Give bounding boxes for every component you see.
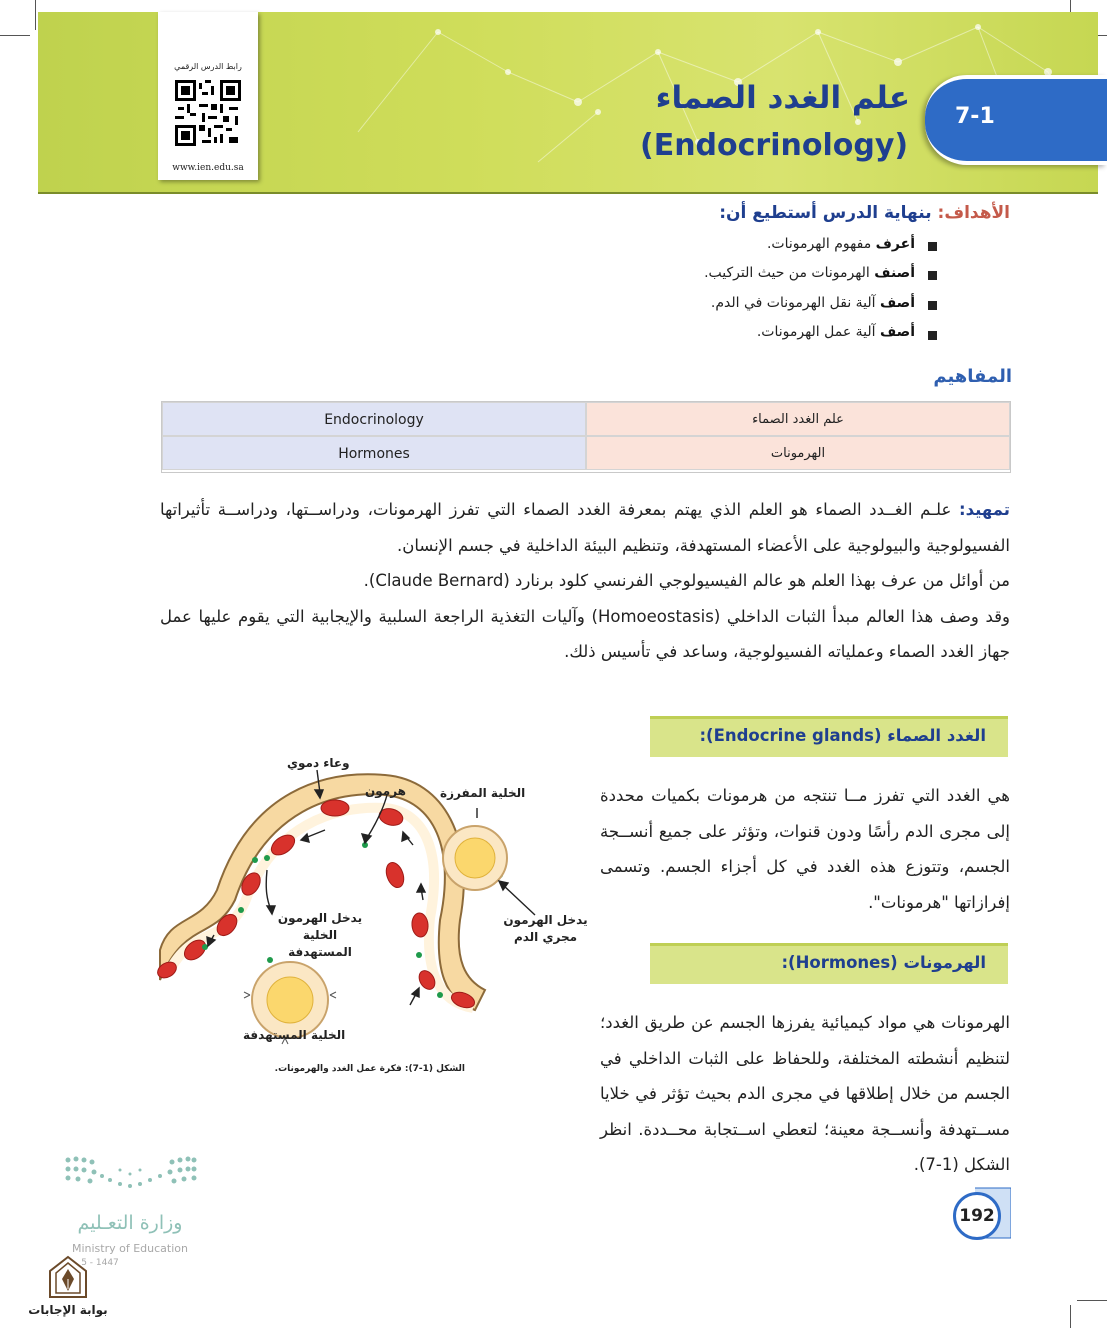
qr-card [158, 12, 258, 180]
section-heading-endocrine-glands [650, 716, 1008, 757]
intro-text: علـم الغــدد الصماء هو العلم الذي يهتم بمعرفة الغدد الصماء التي تفرز الهرمونات، ودراســتها، ودراســة تأثيراتها الفسيولوجية والبيولوجية على الأعضاء المستهدفة، وتنظيم البيئة الداخلية في جسم الإنسان. [160, 500, 1010, 555]
ministry-year: 5 - 1447 [81, 1258, 119, 1268]
qr-code-icon[interactable] [175, 80, 241, 146]
lesson-number-tab [925, 75, 1107, 165]
objectives-intro: بنهاية الدرس أستطيع أن: [719, 203, 932, 223]
concept-arabic: الهرمونات [586, 436, 1010, 470]
page-number: 192 [953, 1192, 1001, 1240]
intro-line: وقد وصف هذا العالم مبدأ الثبات الداخلي (Homoeostasis) وآليات التغذية الراجعة السلبية والإيجابية التي يقوم عليها عمل جهاز الغدد الصماء وعملياته الفسيولوجية، وساعد في تأسيس ذلك. [160, 606, 1010, 661]
label-hormone-enters-blood: يدخل الهرمون مجري الدم [503, 913, 588, 944]
figure-caption: الشكل (1-7): فكرة عمل الغدد والهرمونات. [274, 1064, 465, 1074]
hormone-figure [155, 750, 595, 1060]
crop-mark [1070, 1305, 1071, 1328]
objective-item: أعرف مفهوم الهرمونات. [766, 236, 915, 252]
bullet-icon [928, 331, 937, 340]
concept-english: Hormones [162, 436, 586, 470]
page-number-badge [945, 1184, 1011, 1242]
crop-mark [1077, 1300, 1107, 1301]
intro-line: من أوائل من عرف بهذا العلم هو عالم الفيسيولوجي الفرنسي كلود برنارد (Claude Bernard). [363, 571, 1010, 590]
bullet-icon [928, 301, 937, 310]
crop-mark [0, 35, 30, 36]
label-target-cell: الخلية المستهدفة [243, 1028, 346, 1042]
label-secreting-cell: الخلية المفرزة [440, 786, 526, 800]
concepts-table [161, 401, 1011, 473]
portal-logo [28, 1255, 108, 1325]
ministry-name-english: Ministry of Education [71, 1242, 188, 1255]
bullet-icon [928, 271, 937, 280]
ministry-name-arabic: وزارة التعـليم [77, 1212, 183, 1234]
ministry-dots-icon [60, 1150, 200, 1205]
ministry-logo [60, 1150, 200, 1270]
lesson-number: 7-1 [955, 104, 995, 129]
label-hormone-enters-target: يدخل الهرمون الخلية المستهدفة [277, 911, 363, 959]
intro-paragraph [160, 492, 1010, 670]
intro-label: تمهيد: [958, 500, 1010, 519]
label-hormone: هرمون [365, 784, 406, 798]
pen-nib-icon [28, 1255, 108, 1303]
endocrine-glands-text: هي الغدد التي تفرز مــا تنتجه من هرمونات بكميات محددة إلى مجرى الدم رأسًا ودون قنوات، وتؤثر على جميع أنســجة الجسم، وتتوزع هذه الغدد في كل أجزاء الجسم. وتسمى إفرازاتها "هرمونات". [600, 786, 1010, 912]
objective-item: أصنف الهرمونات من حيث التركيب. [704, 265, 915, 281]
section-heading-hormones [650, 943, 1008, 984]
qr-url[interactable]: www.ien.edu.sa [172, 163, 244, 173]
concept-arabic: علم الغدد الصماء [586, 402, 1010, 436]
objectives-heading [600, 203, 1010, 223]
section-heading-text: الهرمونات (Hormones): [781, 953, 986, 972]
label-blood-vessel: وعاء دموي [287, 756, 350, 770]
hormones-text: الهرمونات هي مواد كيميائية يفرزها الجسم عن طريق الغدد؛ لتنظيم أنشطته المختلفة، وللحفاظ على الثبات الداخلي في الجسم من خلال إطلاقها في مجرى الدم بحيث تؤثر في خلايا مســتهدفة وأنســجة معينة؛ لتعطي اســتجابة محــددة. انظر الشكل (1-7). [600, 1013, 1010, 1174]
portal-name: بوابة الإجابات [28, 1303, 108, 1317]
lesson-title-english: (Endocrinology) [640, 128, 909, 163]
section-heading-text: الغدد الصماء (Endocrine glands): [699, 726, 986, 745]
concepts-heading: المفاهيم [933, 366, 1012, 387]
concept-english: Endocrinology [162, 402, 586, 436]
objective-item: أصف آلية نقل الهرمونات في الدم. [710, 295, 915, 311]
objectives-label: الأهداف: [937, 203, 1010, 223]
lesson-title-arabic: علم الغدد الصماء [655, 80, 910, 116]
crop-mark [35, 0, 36, 30]
objective-item: أصف آلية عمل الهرمونات. [756, 324, 915, 340]
qr-label: رابط الدرس الرقمي [174, 62, 242, 71]
bullet-icon [928, 242, 937, 251]
